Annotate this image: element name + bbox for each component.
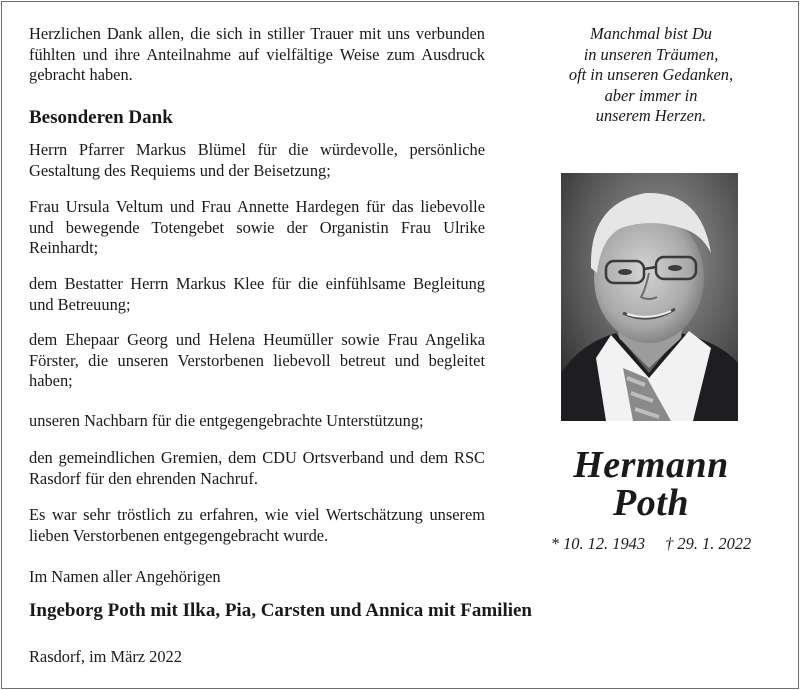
birth-date: * 10. 12. 1943	[550, 534, 646, 553]
portrait-illustration	[561, 173, 738, 421]
deceased-first-name: Hermann	[573, 444, 729, 486]
poem-line: in unseren Träumen,	[583, 44, 719, 64]
thanks-paragraph: unseren Nachbarn für die entgegengebrachte Unterstützung;	[29, 411, 424, 430]
portrait-photo	[561, 173, 738, 421]
deceased-last-name: Poth	[613, 482, 689, 524]
signers: Ingeborg Poth mit Ilka, Pia, Carsten und Annica mit Familien	[29, 600, 532, 621]
memorial-poem	[520, 24, 782, 127]
poem-line: oft in unseren Gedanken,	[568, 65, 734, 84]
thanks-paragraph: den gemeindlichen Gremien, dem CDU Ortsverband und dem RSC Rasdorf für den ehrenden Nachruf.	[29, 448, 485, 488]
poem-line: Manchmal bist Du	[589, 24, 712, 43]
poem-line: unserem Herzen.	[595, 106, 707, 125]
thanks-paragraph: Herrn Pfarrer Markus Blümel für die würdevolle, persönliche Gestaltung des Requiems und der Beisetzung;	[29, 140, 485, 180]
thanks-paragraph: Frau Ursula Veltum und Frau Annette Hardegen für das liebevolle und bewegende Totengebet sowie der Organistin Frau Ulrike Reinhardt;	[29, 197, 485, 257]
poem-line: aber immer in	[604, 85, 698, 105]
closing-text: Es war sehr tröstlich zu erfahren, wie viel Wertschätzung unserem lieben Verstorbenen entgegengebracht wurde.	[29, 505, 485, 545]
place-date: Rasdorf, im März 2022	[29, 647, 182, 666]
deceased-name	[520, 446, 782, 522]
death-date: † 29. 1. 2022	[665, 534, 752, 553]
intro-text: Herzlichen Dank allen, die sich in stiller Trauer mit uns verbunden fühlten und ihre Anteilnahme auf vielfältige Weise zum Ausdruck gebracht haben.	[29, 24, 485, 84]
thanks-heading: Besonderen Dank	[29, 107, 173, 128]
signature-intro: Im Namen aller Angehörigen	[29, 567, 221, 586]
thanks-paragraph: dem Ehepaar Georg und Helena Heumüller sowie Frau Angelika Förster, die unseren Verstorbenen liebevoll betreut und begleitet haben;	[29, 330, 485, 390]
thanks-paragraph: dem Bestatter Herrn Markus Klee für die einfühlsame Begleitung und Betreuung;	[29, 274, 485, 314]
life-dates	[520, 534, 782, 554]
